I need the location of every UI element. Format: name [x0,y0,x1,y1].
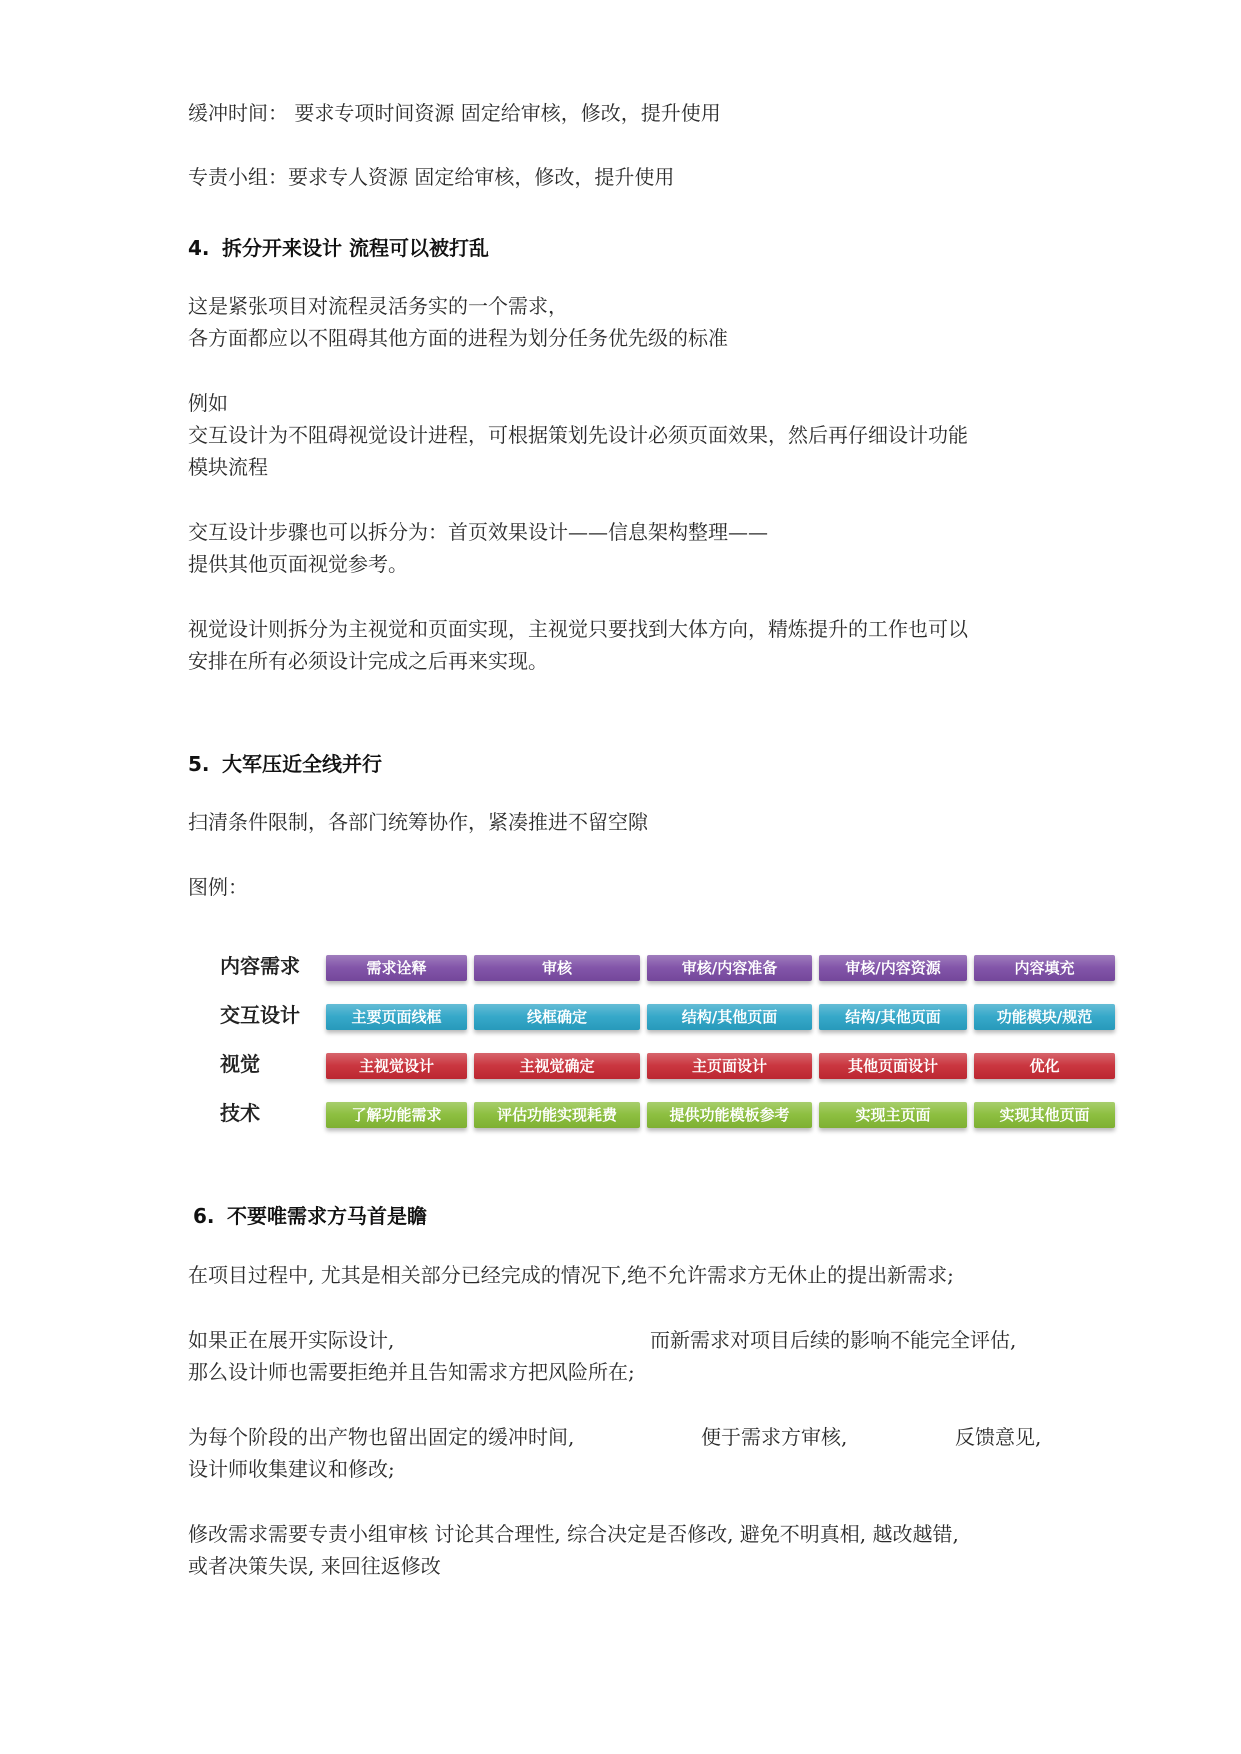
section-4-heading [188,232,489,261]
diagram-box: 功能模块/规范 [974,1004,1115,1030]
diagram-box: 实现主页面 [819,1102,967,1128]
diagram-box: 了解功能需求 [326,1102,467,1128]
paragraph-line: 交互设计步骤也可以拆分为：首页效果设计——信息架构整理—— [188,520,768,544]
paragraph-line: 如果正在展开实际设计, [188,1328,395,1352]
diagram-row-label: 技术 [220,1101,260,1125]
paragraph-line: 或者决策失误, 来回往返修改 [188,1554,441,1578]
paragraph-line: 提供其他页面视觉参考。 [188,552,408,576]
diagram-row-label: 内容需求 [220,954,300,978]
paragraph-line: 这是紧张项目对流程灵活务实的一个需求， [188,294,568,318]
section-5-title: 大军压近全线并行 [222,752,382,776]
dedicated-team-text: 专责小组：要求专人资源 固定给审核，修改，提升使用 [188,165,675,189]
diagram-box: 评估功能实现耗费 [474,1102,640,1128]
paragraph-line: 例如 [188,391,228,415]
section-6-number: 6. [193,1204,215,1228]
buffer-time-text: 缓冲时间： 要求专项时间资源 固定给审核，修改，提升使用 [188,101,721,125]
paragraph-line: 视觉设计则拆分为主视觉和页面实现，主视觉只要找到大体方向，精炼提升的工作也可以 [188,617,968,641]
diagram-box: 内容填充 [974,955,1115,981]
paragraph-line: 安排在所有必须设计完成之后再来实现。 [188,649,548,673]
paragraph-line: 那么设计师也需要拒绝并且告知需求方把风险所在; [188,1360,635,1384]
diagram-box: 线框确定 [474,1004,640,1030]
diagram-box: 审核/内容资源 [819,955,967,981]
diagram-row-label: 视觉 [220,1052,260,1076]
section-5-number: 5. [188,752,210,776]
paragraph-line: 模块流程 [188,455,268,479]
paragraph-line: 扫清条件限制，各部门统筹协作，紧凑推进不留空隙 [188,810,648,834]
section-6-heading [193,1200,427,1229]
paragraph-line: 反馈意见, [955,1425,1042,1449]
diagram-row-label: 交互设计 [220,1003,300,1027]
diagram-box: 主页面设计 [647,1053,812,1079]
diagram-box: 实现其他页面 [974,1102,1115,1128]
section-4-number: 4. [188,236,210,260]
diagram-box: 提供功能模板参考 [647,1102,812,1128]
diagram-box: 结构/其他页面 [647,1004,812,1030]
paragraph-line: 便于需求方审核, [701,1425,848,1449]
diagram-box: 需求诠释 [326,955,467,981]
section-4-title: 拆分开来设计 流程可以被打乱 [222,236,489,260]
paragraph-line: 修改需求需要专责小组审核 讨论其合理性, 综合决定是否修改, 避免不明真相, 越改越错, [188,1522,959,1546]
paragraph-line: 交互设计为不阻碍视觉设计进程，可根据策划先设计必须页面效果，然后再仔细设计功能 [188,423,968,447]
paragraph-line: 各方面都应以不阻碍其他方面的进程为划分任务优先级的标准 [188,326,728,350]
diagram-box: 优化 [974,1053,1115,1079]
diagram-box: 主要页面线框 [326,1004,467,1030]
diagram-box: 审核 [474,955,640,981]
paragraph-line: 而新需求对项目后续的影响不能完全评估, [650,1328,1017,1352]
paragraph-line: 设计师收集建议和修改; [188,1457,395,1481]
section-5-heading [188,748,382,777]
paragraph-line: 在项目过程中, 尤其是相关部分已经完成的情况下,绝不允许需求方无休止的提出新需求; [188,1263,954,1287]
diagram-box: 审核/内容准备 [647,955,812,981]
section-6-title: 不要唯需求方马首是瞻 [227,1204,427,1228]
paragraph-line: 为每个阶段的出产物也留出固定的缓冲时间, [188,1425,575,1449]
diagram-box: 主视觉确定 [474,1053,640,1079]
legend-caption: 图例： [188,875,248,899]
diagram-box: 主视觉设计 [326,1053,467,1079]
diagram-box: 其他页面设计 [819,1053,967,1079]
diagram-box: 结构/其他页面 [819,1004,967,1030]
